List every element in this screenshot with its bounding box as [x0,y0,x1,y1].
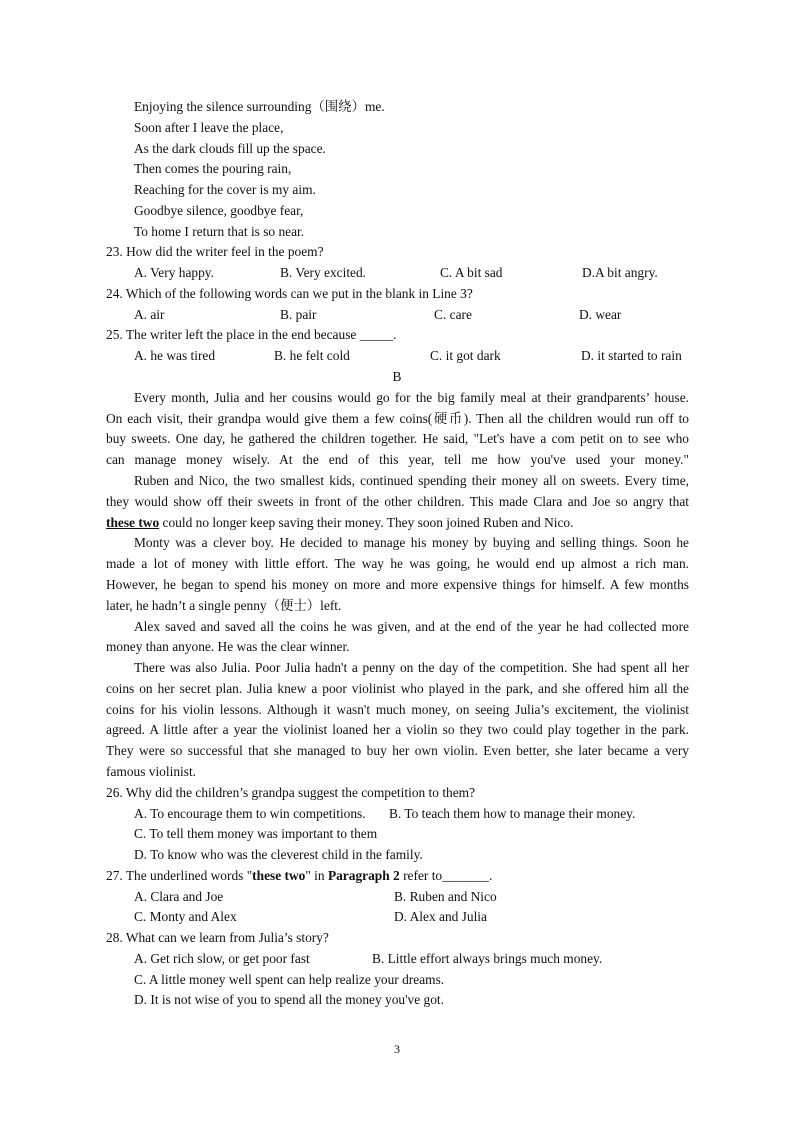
question-23-stem: 23. How did the writer feel in the poem? [106,244,324,259]
passage-line: famous violinist. [106,764,197,779]
passage-line: Every month, Julia and her cousins would go for the big family meal at their grandparents’ house. [134,390,689,405]
underlined-words: these two [106,515,160,530]
q28-option-c: C. A little money well spent can help realize your dreams. [134,972,445,987]
passage-line: Alex saved and saved all the coins he was given, and at the end of the year he had collected more [134,619,689,634]
q25-option-b: B. he felt cold [274,348,350,363]
q26-option-d: D. To know who was the cleverest child in the family. [134,847,423,862]
q23-option-a: A. Very happy. [134,265,214,280]
question-25-stem: 25. The writer left the place in the end because _____. [106,327,397,342]
q27-option-a: A. Clara and Joe [134,889,224,904]
q23-option-c: C. A bit sad [440,265,503,280]
question-26-stem: 26. Why did the children’s grandpa suggest the competition to them? [106,785,476,800]
poem-line: To home I return that is so near. [134,224,305,239]
q24-option-c: C. care [434,307,472,322]
q25-option-d: D. it started to rain [581,348,682,363]
question-28-stem: 28. What can we learn from Julia’s story? [106,930,329,945]
q28-option-a: A. Get rich slow, or get poor fast [134,951,310,966]
q23-option-d: D.A bit angry. [582,265,658,280]
passage-line: Monty was a clever boy. He decided to manage his money by buying and selling things. Soon he [134,535,689,550]
passage-line: later, he hadn’t a single penny（便士）left. [106,598,342,613]
passage-line: On each visit, their grandpa would give them a few coins(硬币). Then all the children would run off to [106,411,689,426]
poem-line: Then comes the pouring rain, [134,161,292,176]
q25-option-a: A. he was tired [134,348,216,363]
q24-option-a: A. air [134,307,165,322]
poem-line: Enjoying the silence surrounding（围绕）me. [134,99,385,114]
poem-line: Soon after I leave the place, [134,120,284,135]
passage-line: made a lot of money with little effort. The way he was going, he would end up almost a rich man. [106,556,689,571]
section-label: B [392,369,402,384]
q26-option-c: C. To tell them money was important to them [134,826,378,841]
question-24-stem: 24. Which of the following words can we put in the blank in Line 3? [106,286,473,301]
poem-line: Reaching for the cover is my aim. [134,182,316,197]
poem-line: As the dark clouds fill up the space. [134,141,326,156]
q23-option-b: B. Very excited. [280,265,367,280]
passage-line: buy sweets. One day, he gathered the children together. He said, "Let's have a com petit on to see who [106,431,689,446]
q24-option-d: D. wear [579,307,622,322]
q26-option-b: B. To teach them how to manage their money. [389,806,636,821]
passage-line: However, he began to spend his money on more and more expensive things for himself. A few months [106,577,689,592]
q25-option-c: C. it got dark [430,348,501,363]
passage-line-rest: could no longer keep saving their money. They soon joined Ruben and Nico. [159,515,574,530]
q28-option-b: B. Little effort always brings much money. [372,951,603,966]
passage-line: There was also Julia. Poor Julia hadn't a penny on the day of the competition. She had spent all her [134,660,689,675]
q27-option-d: D. Alex and Julia [394,909,487,924]
q27-option-b: B. Ruben and Nico [394,889,497,904]
q28-option-d: D. It is not wise of you to spend all the money you've got. [134,992,444,1007]
passage-line: they would show off their sweets in front of the other children. This made Clara and Joe so angry that [106,494,689,509]
poem-line: Goodbye silence, goodbye fear, [134,203,304,218]
passage-line [106,515,573,531]
passage-line: money than anyone. He was the clear winner. [106,639,350,654]
q27-option-c: C. Monty and Alex [134,909,237,924]
passage-line: can manage money wisely. At the end of this year, tell me how you've used your money." [106,452,689,467]
passage-line: agreed. A little after a year the violinist loaned her a violin so they two could play together in the park. [106,722,689,737]
passage-line: They were so successful that she managed to buy her own violin. Even better, she later became a very [106,743,689,758]
page-number: 3 [394,1042,400,1056]
passage-line: coins on her secret plan. Julia knew a poor violinist who played in the park, and she offered him all the [106,681,689,696]
passage-line: Ruben and Nico, the two smallest kids, continued spending their money all on sweets. Every time, [134,473,689,488]
q26-option-a: A. To encourage them to win competitions. [134,806,366,821]
question-27-stem: 27. The underlined words "these two" in Paragraph 2 refer to_______. [106,868,493,883]
q24-option-b: B. pair [280,307,317,322]
passage-line: coins for his violin lessons. Although it wasn't much money, on seeing Julia’s excitement, the violinist [106,702,689,717]
